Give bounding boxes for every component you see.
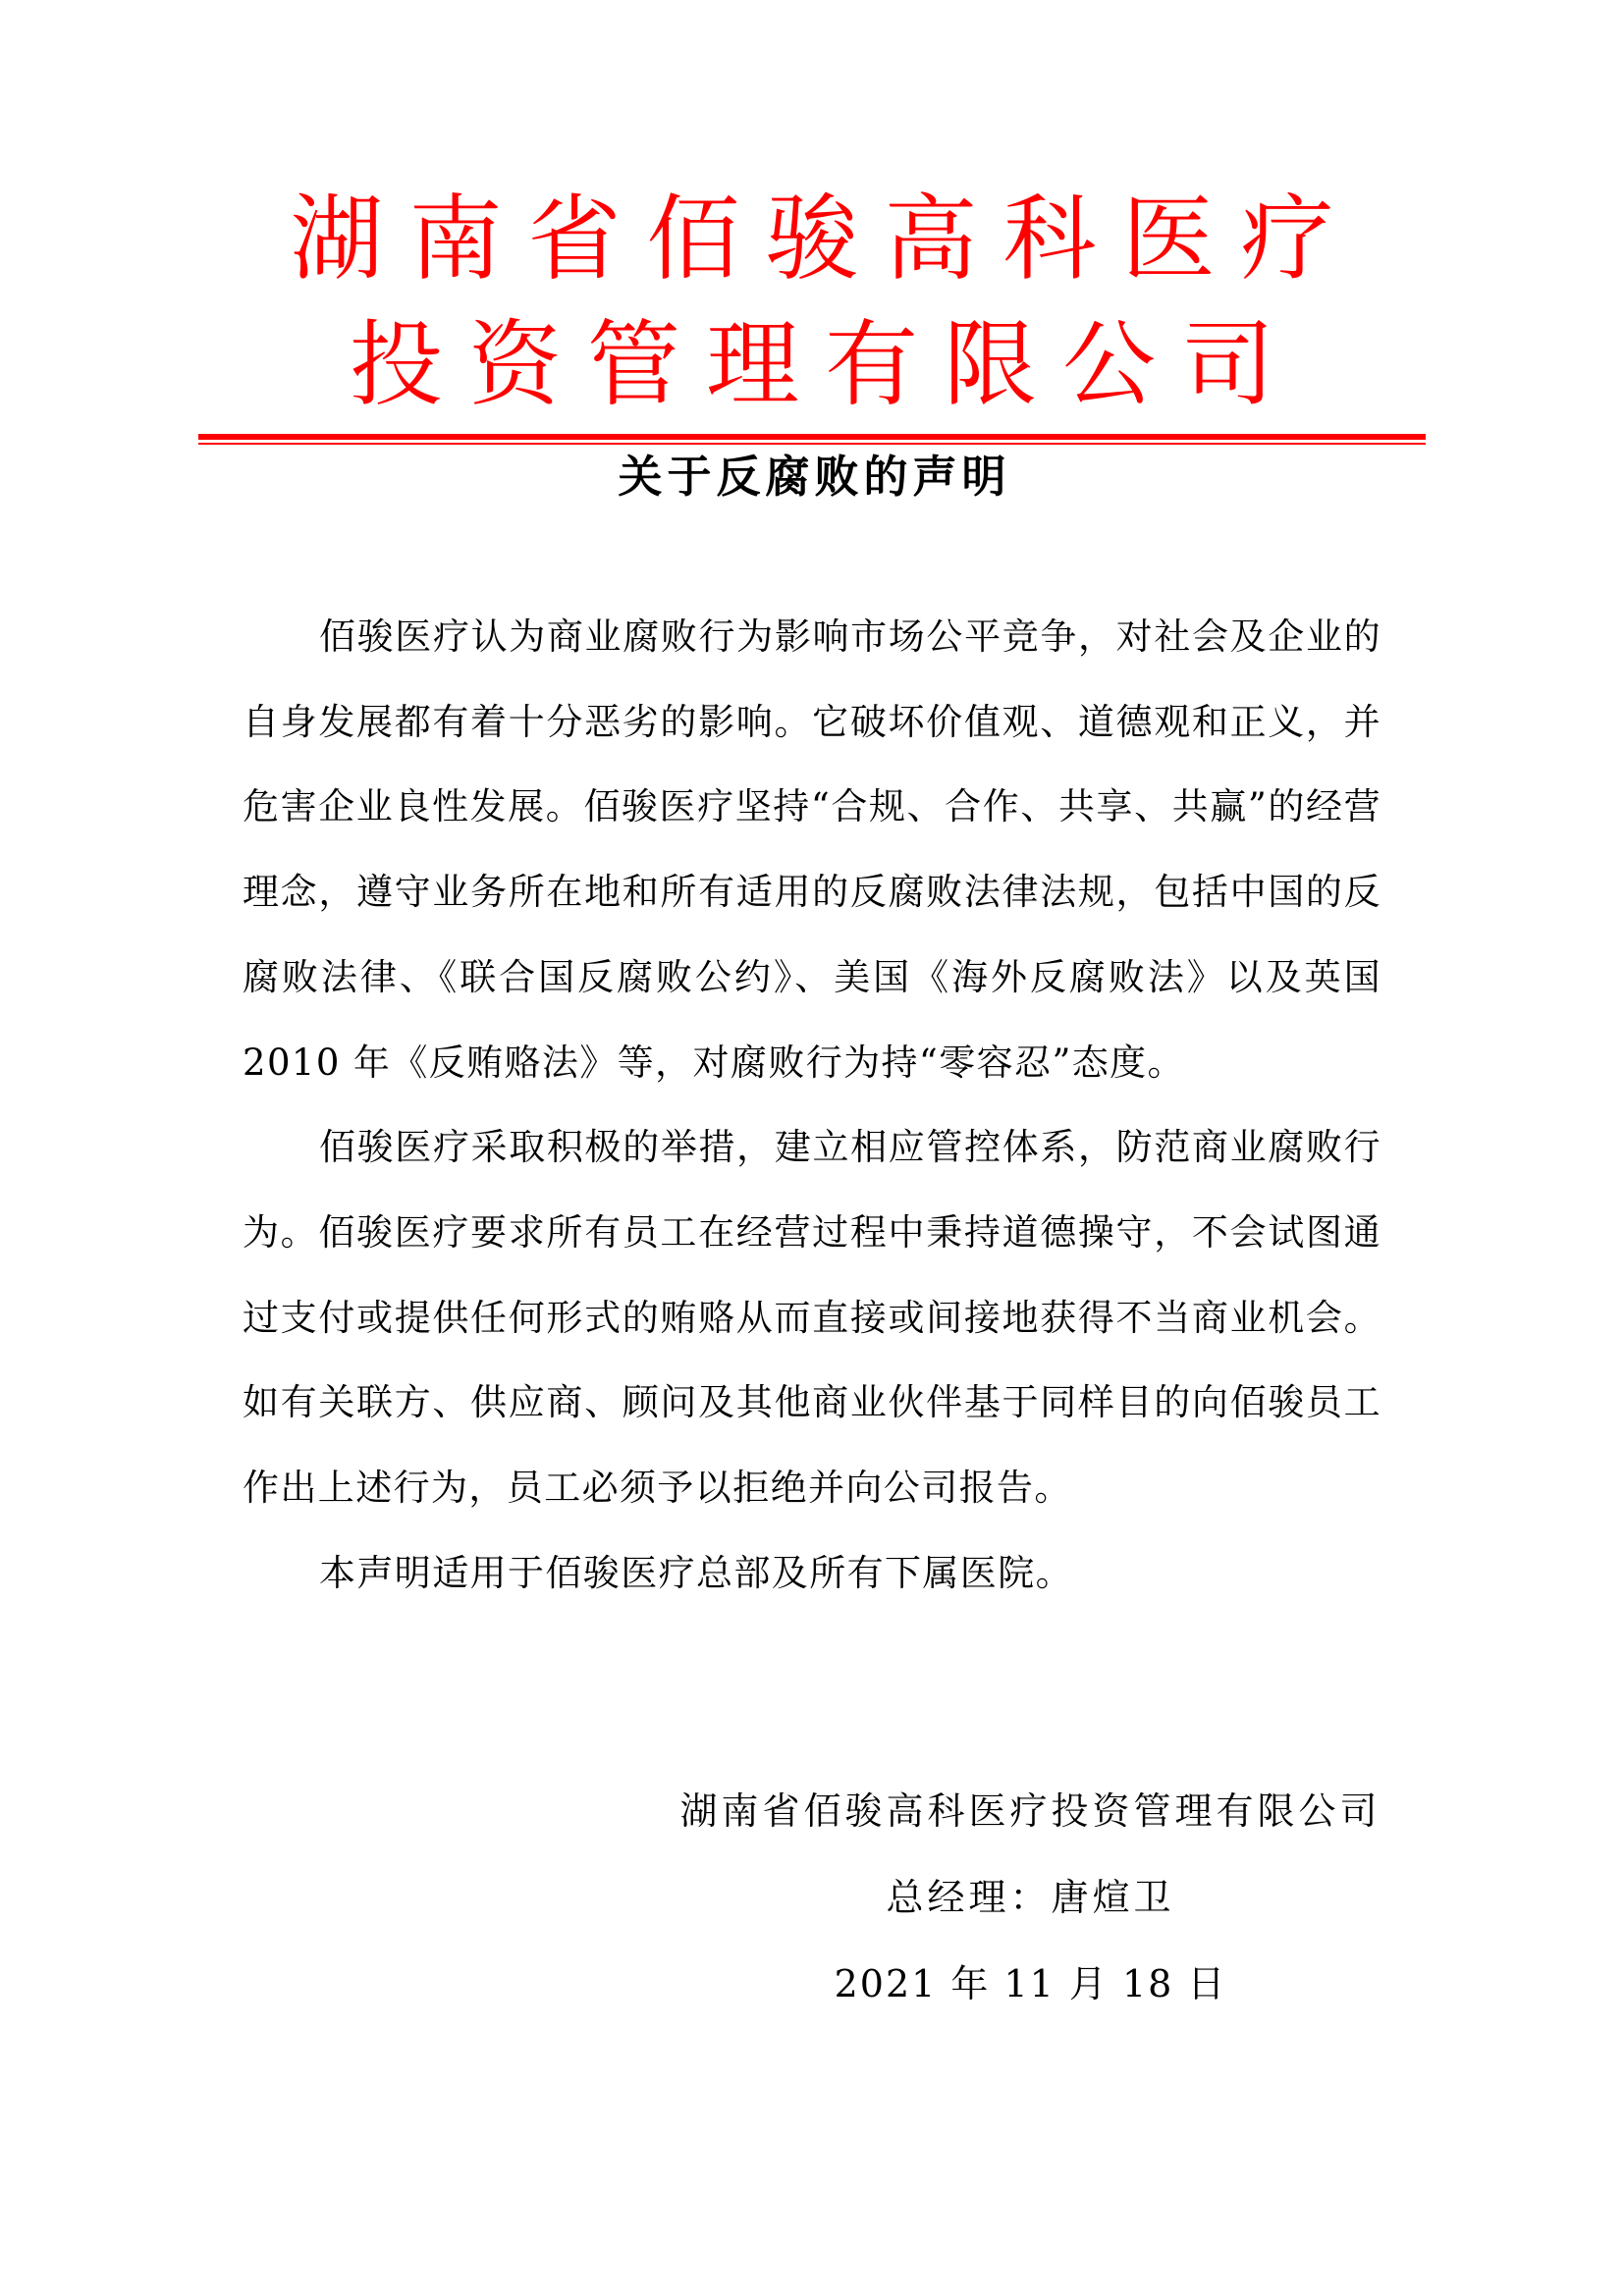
document-body bbox=[243, 595, 1381, 1616]
letterhead-double-rule bbox=[198, 434, 1426, 445]
signature-company-name: 湖南省佰骏高科医疗投资管理有限公司 bbox=[679, 1789, 1381, 1834]
body-paragraph-2: 佰骏医疗采取积极的举措，建立相应管控体系，防范商业腐败行为。佰骏医疗要求所有员工在经营过程中秉持道德操守，不会试图通过支付或提供任何形式的贿赂从而直接或间接地获得不当商业机会。如有关联方、供应商、顾问及其他商业伙伴基于同样目的向佰骏员工作出上述行为，员工必须予以拒绝并向公司报告。 bbox=[243, 1126, 1381, 1510]
body-paragraph-3: 本声明适用于佰骏医疗总部及所有下属医院。 bbox=[319, 1551, 1073, 1594]
body-paragraph-1: 佰骏医疗认为商业腐败行为影响市场公平竞争，对社会及企业的自身发展都有着十分恶劣的影响。它破坏价值观、道德观和正义，并危害企业良性发展。佰骏医疗坚持“合规、合作、共享、共赢”的经营理念，遵守业务所在地和所有适用的反腐败法律法规，包括中国的反腐败法律、《联合国反腐败公约》、美国《海外反腐败法》以及英国 2010 年《反贿赂法》等，对腐败行为持“零容忍”态度。 bbox=[243, 615, 1381, 1084]
rule-thin-line bbox=[198, 443, 1426, 445]
signature-date: 2021 年 11 月 18 日 bbox=[834, 1962, 1227, 2006]
letterhead bbox=[0, 177, 1624, 428]
signature-general-manager: 总经理：唐煊卫 bbox=[886, 1876, 1175, 1920]
letterhead-title-line-1: 湖南省佰骏高科医疗 bbox=[290, 186, 1360, 294]
letterhead-title-line-2: 投资管理有限公司 bbox=[349, 311, 1300, 419]
signature-block bbox=[679, 1768, 1381, 2027]
document-subtitle: 关于反腐败的声明 bbox=[618, 451, 1011, 503]
